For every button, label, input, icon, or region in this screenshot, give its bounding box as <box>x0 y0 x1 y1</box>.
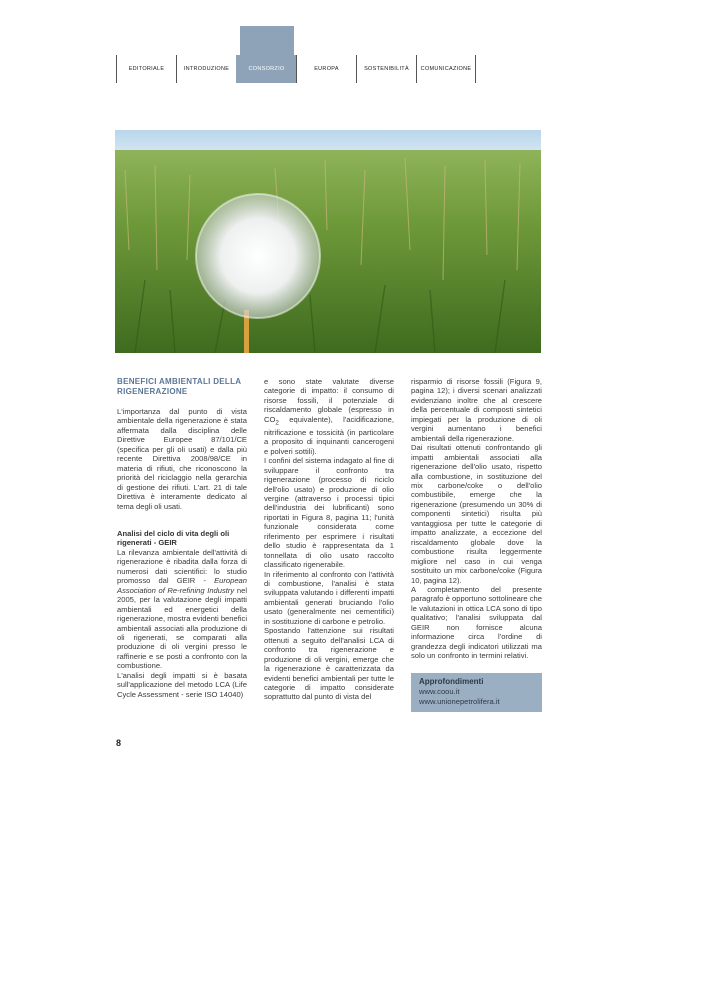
paragraph-geir: La rilevanza ambientale dell'attività di rigenerazione è ribadita dalla forza di numerosi dati scientifici: lo studio promosso dal GEIR - European Association of Re-refining Industry nel 2005, per la valutazione degli impatti ambientali ed energetici della rigenerazione, mostra evidenti benefici ambientali associati alla produzione di oli rigenerati, se comparati alla produzione di oli vergini presso le raffinerie e se posti a confronto con la combustione. <box>117 547 248 671</box>
text-column-3 <box>411 377 542 712</box>
paragraph-combustion: In riferimento al confronto con l'attività di combustione, l'analisi è stata sviluppata valutando i differenti impatti ambientali generati bruciando l'olio usato (generalmente nei cementifici) in sostituzione di carbone e petrolio. <box>264 569 394 626</box>
intro-paragraph: L'importanza dal punto di vista ambientale della rigenerazione è stata affermata dalla disciplina delle Direttive Europee 87/101/CE (specifica per gli oli usati) e dalla più recente Direttiva 2008/98/CE in materia di rifiuti, che riconoscono la priorità del riciclaggio nella gerarchia di gestione dei rifiuti. L'art. 21 di tale Direttiva è interamente dedicato al tema degli oli usati. <box>117 407 247 511</box>
page-number: 8 <box>116 738 122 748</box>
further-reading-box <box>411 673 542 712</box>
text-column-2 <box>264 377 394 702</box>
dandelion-photo <box>115 130 541 353</box>
nav-item-sostenibilita[interactable]: SOSTENIBILITÀ <box>356 55 416 83</box>
nav-item-editoriale[interactable]: EDITORIALE <box>116 55 176 83</box>
section-nav <box>116 55 476 83</box>
nav-item-consorzio[interactable]: CONSORZIO <box>236 55 296 83</box>
subheading: Analisi del ciclo di vita degli oli rigenerati - GEIR <box>117 528 230 548</box>
article-heading: BENEFICI AMBIENTALI DELLA RIGENERAZIONE <box>117 377 242 396</box>
paragraph-conclusion: A completamento del presente paragrafo è opportuno sottolineare che le valutazioni in ottica LCA sono di tipo qualitativo; l'analisi sviluppata dal GEIR non fornisce alcuna informazione circa l'ordine di grandezza degli indicatori utilizzati ma solo un confronto in termini relativi. <box>411 584 542 661</box>
nav-item-comunicazione[interactable]: COMUNICAZIONE <box>416 55 476 83</box>
paragraph-system-boundaries: I confini del sistema indagato al fine di sviluppare il confronto tra rigenerazione (processo di riciclo dell'olio usato) e produzione di olio vergine (attraverso i processi tipici dell'industria dei lubrificanti) sono riportati in Figura 8, pagina 11; l'unità funzionale considerata come riferimento per esprimere i risultati dello studio è rappresentata da 1 tonnellata di olio usato raccolto classificato rigenerabile. <box>264 456 394 570</box>
link-coou[interactable]: www.coou.it <box>419 686 460 696</box>
paragraph-comparison: Dai risultati ottenuti confrontando gli impatti ambientali associati alla rigenerazione dell'olio usato, rispetto alla combustione, in sostituzione del mix carbone/coke o dell'olio combustibile, emerge che la rigenerazione (presumendo un 30% di componenti sintetici) risulta più vantaggiosa per tutte le categorie di impatto analizzate, a eccezione del riscaldamento globale dove la combustione risulta leggermente migliore nel caso in cui venga sostituito un mix carbone/coke (Figura 10, pagina 12). <box>411 443 542 585</box>
paragraph-fossil-savings: risparmio di risorse fossili (Figura 9, pagina 12); i diversi scenari analizzati evidenziano inoltre che al crescere della percentuale di composti sintetici impiegati per la produzione di oli vergini aumentano i benefici ambientali della rigenerazione. <box>411 377 542 443</box>
link-unionepetrolifera[interactable]: www.unionepetrolifera.it <box>419 696 500 706</box>
paragraph-impact-categories: e sono state valutate diverse categorie di impatto: il consumo di risorse fossili, il potenziale di riscaldamento globale (espresso in $CO_2$ equivalente), l'acidificazione, nitrificazione e tossicità (in particolare a proposito di inquinanti cancerogeni e polveri sottili). <box>264 377 394 456</box>
text-column-1 <box>117 377 247 699</box>
nav-active-tab-highlight <box>240 26 294 55</box>
paragraph-lca: L'analisi degli impatti si è basata sull'applicazione del metodo LCA (Life Cycle Assessment - serie ISO 14040) <box>117 670 247 699</box>
nav-item-introduzione[interactable]: INTRODUZIONE <box>176 55 236 83</box>
paragraph-results: Spostando l'attenzione sui risultati ottenuti a seguito dell'analisi LCA di confronto tra rigenerazione e produzione di oli vergini, emerge che la rigenerazione è caratterizzata da evidenti benefici ambientali per tutte le categorie di impatto considerate soprattutto dal punto di vista del <box>264 626 394 702</box>
nav-item-europa[interactable]: EUROPA <box>296 55 356 83</box>
further-reading-title: Approfondimenti <box>419 676 484 686</box>
